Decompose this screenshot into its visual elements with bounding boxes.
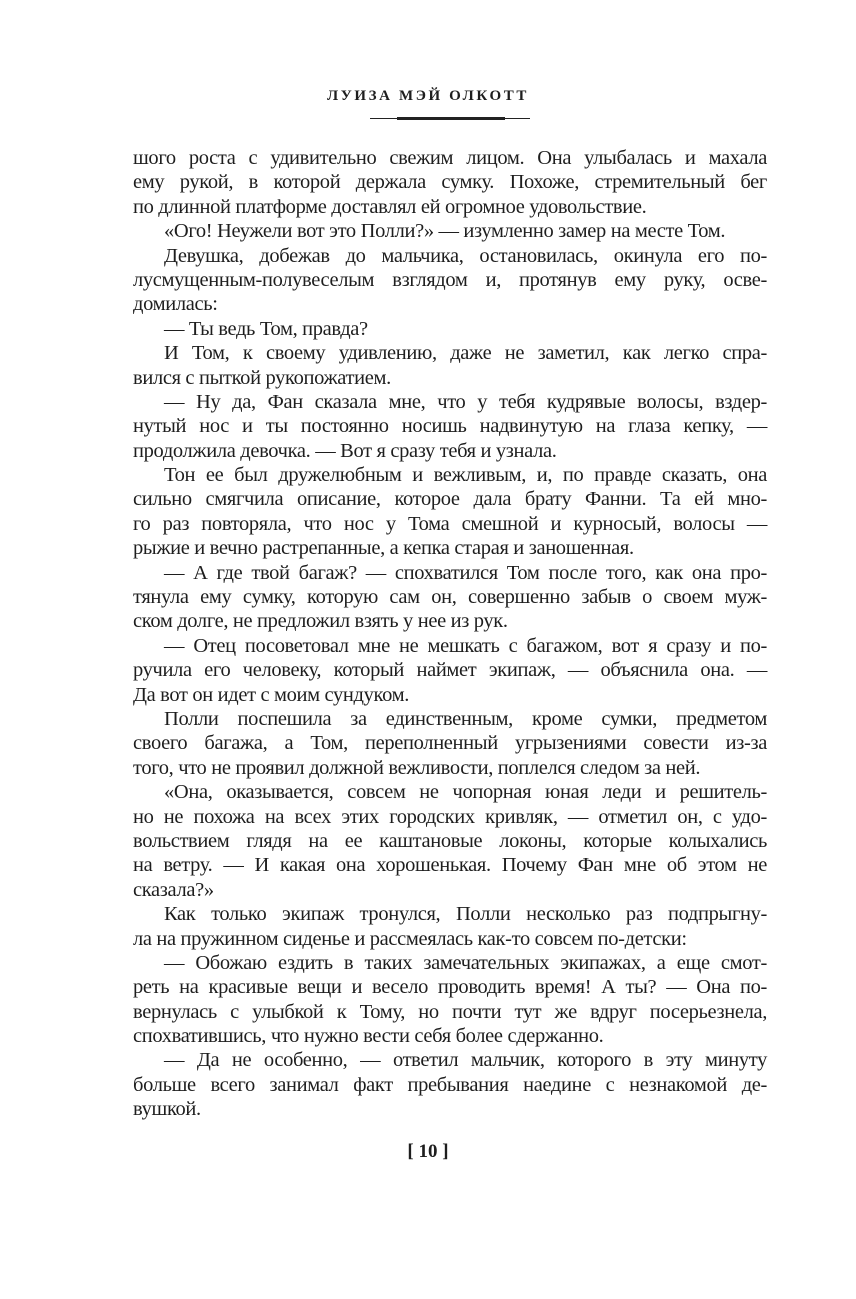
text-line: «Ого! Неужели вот это Полли?» — изумленно замер на месте Том.: [164, 220, 726, 243]
running-head-author: ЛУИЗА МЭЙ ОЛКОТТ: [327, 88, 529, 104]
paragraph: [133, 244, 767, 317]
text-line: на ветру. — И какая она хорошенькая. Почему Фан мне об этом не: [133, 854, 767, 877]
text-line: вольствием глядя на ее каштановые локоны, которые колыхались: [133, 829, 767, 852]
text-line: вушкой.: [133, 1098, 201, 1121]
text-line: шого роста с удивительно свежим лицом. Она улыбалась и махала: [133, 147, 767, 169]
text-line: — Обожаю ездить в таких замечательных экипажах, а еще смот-: [164, 951, 767, 974]
paragraph: [133, 902, 767, 951]
text-line: ла на пружинном сиденье и рассмеялась как-то совсем по-детски:: [133, 927, 687, 950]
body-text: [133, 146, 767, 1122]
text-line: ском долге, не предложил взять у нее из рук.: [133, 610, 508, 633]
paragraph: [133, 634, 767, 707]
text-line: продолжила девочка. — Вот я сразу тебя и узнала.: [133, 439, 557, 462]
text-line: нутый нос и ты постоянно носишь надвинутую на глаза кепку, —: [133, 415, 767, 438]
text-line: домилась:: [133, 293, 218, 316]
text-line: — Ну да, Фан сказала мне, что у тебя кудрявые волосы, вздер-: [164, 390, 767, 413]
paragraph: [133, 390, 767, 463]
text-line: Да вот он идет с моим сундуком.: [133, 683, 410, 706]
text-line: вернулась с улыбкой к Тому, но почти тут же вдруг посерьезнела,: [133, 1000, 767, 1023]
text-line: сказала?»: [133, 878, 214, 901]
paragraph: [133, 146, 767, 219]
text-line: го раз повторяла, что нос у Тома смешной и курносый, волосы —: [133, 512, 767, 535]
text-line: спохватившись, что нужно вести себя более сдержанно.: [133, 1025, 604, 1048]
paragraph: [133, 1048, 767, 1121]
text-line: ручила его человеку, который наймет экипаж, — объяснила она. —: [133, 659, 767, 682]
text-line: — Да не особенно, — ответил мальчик, которого в эту минуту: [164, 1049, 767, 1072]
paragraph: [133, 561, 767, 634]
text-line: «Она, оказывается, совсем не чопорная юная леди и решитель-: [164, 781, 767, 804]
text-line: — Отец посоветовал мне не мешкать с багажом, вот я сразу и по-: [164, 634, 767, 657]
paragraph: [133, 219, 767, 243]
page-number: [ 10 ]: [407, 1141, 449, 1162]
text-line: лусмущенным-полувеселым взглядом и, протянув ему руку, осве-: [133, 268, 767, 291]
paragraph: [133, 317, 767, 341]
text-line: тянула ему сумку, которую сам он, совершенно забыв о своем муж-: [133, 586, 767, 609]
text-line: Как только экипаж тронулся, Полли несколько раз подпрыгну-: [164, 903, 767, 926]
paragraph: [133, 951, 767, 1049]
text-line: реть на красивые вещи и весело проводить время! А ты? — Она по-: [133, 976, 767, 999]
text-line: но не похожа на всех этих городских кривляк, — отметил он, с удо-: [133, 805, 767, 828]
text-line: — Ты ведь Том, правда?: [164, 317, 368, 340]
text-line: своего багажа, а Том, переполненный угрызениями совести из-за: [133, 732, 767, 755]
text-line: больше всего занимал факт пребывания наедине с незнакомой де-: [133, 1073, 767, 1096]
paragraph: [133, 341, 767, 390]
text-line: Тон ее был дружелюбным и вежливым, и, по правде сказать, она: [164, 464, 767, 487]
text-line: ему рукой, в которой держала сумку. Похоже, стремительный бег: [133, 171, 767, 194]
text-line: Полли поспешила за единственным, кроме сумки, предметом: [164, 707, 767, 730]
paragraph: [133, 780, 767, 902]
paragraph: [133, 463, 767, 561]
text-line: сильно смягчила описание, которое дала брату Фанни. Та ей мно-: [133, 488, 767, 511]
text-line: по длинной платформе доставлял ей огромное удовольствие.: [133, 195, 647, 218]
text-line: И Том, к своему удивлению, даже не заметил, как легко спра-: [164, 342, 767, 365]
header-rule-accent: [397, 117, 505, 120]
text-line: вился с пыткой рукопожатием.: [133, 366, 391, 389]
text-line: того, что не проявил должной вежливости, поплелся следом за ней.: [133, 756, 701, 779]
text-line: рыжие и вечно растрепанные, а кепка старая и заношенная.: [133, 537, 634, 560]
text-line: — А где твой багаж? — спохватился Том после того, как она про-: [164, 561, 767, 584]
paragraph: [133, 707, 767, 780]
text-line: Девушка, добежав до мальчика, остановилась, окинула его по-: [164, 244, 767, 267]
